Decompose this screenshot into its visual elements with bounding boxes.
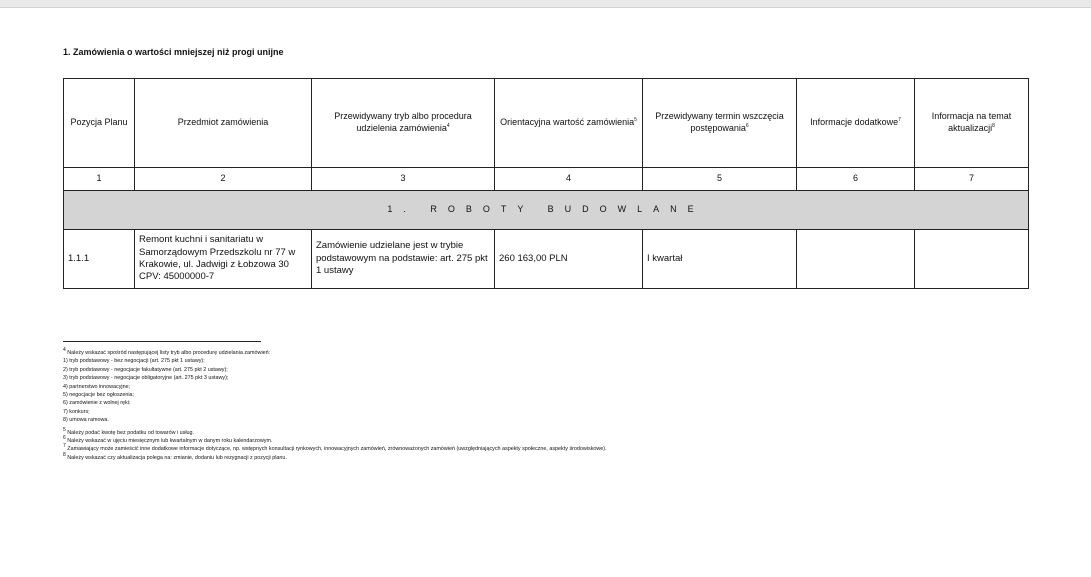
list-item: 1) tryb podstawowy - bez negocjacji (art. 275 pkt 1 ustawy); [63, 358, 205, 365]
header-cell: Przewidywany tryb albo procedura udzielenia zamówienia$^4$ [312, 79, 495, 168]
footnote-7: $^7$ Zamawiający może zamieścić inne dodatkowe informacje dotyczące, np. wstępnych konsultacji rynkowych, innowacyjnych zamówień, zrównoważonych zamówień (uwzględniających aspekty społeczne, aspekty środowiskowe). [63, 443, 607, 453]
header-cell: Informacja na temat aktualizacji$^8$ [915, 79, 1029, 168]
header-cell: Przedmiot zamówienia [135, 79, 312, 168]
table-row [64, 230, 1029, 289]
list-item: 4) partnerstwo innowacyjne; [63, 383, 131, 390]
footnote-separator [63, 341, 261, 342]
list-item: 7) konkurs; [63, 408, 90, 415]
column-number: 7 [915, 168, 1029, 191]
list-item: 8) umowa ramowa. [63, 417, 109, 424]
section-title: 1. Zamówienia o wartości mniejszej niż progi unijne [63, 47, 284, 57]
header-cell: Przewidywany termin wszczęcia postępowania$^6$ [643, 79, 797, 168]
column-number: 4 [495, 168, 643, 191]
term-cell: I kwartał [643, 230, 797, 289]
header-row [64, 79, 1029, 168]
column-number: 3 [312, 168, 495, 191]
list-item: 5) negocjacje bez ogłoszenia; [63, 392, 135, 399]
additional-info-cell [797, 230, 915, 289]
subject-cell: Remont kuchni i sanitariatu w Samorządowym Przedszkolu nr 77 w Krakowie, ul. Jadwigi z Łobzowa 30 CPV: 45000000-7 [135, 230, 312, 289]
footnote-8: $^8$ Należy wskazać czy aktualizacja polega na: zmianie, dodaniu lub rezygnacji z pozycji planu. [63, 452, 287, 461]
group-title: 1. ROBOTY BUDOWLANE [64, 191, 1029, 230]
header-cell: Orientacyjna wartość zamówienia$^5$ [495, 79, 643, 168]
group-row [64, 191, 1029, 230]
procedure-cell: Zamówienie udzielane jest w trybie podstawowym na podstawie: art. 275 pkt 1 ustawy [312, 230, 495, 289]
footnote-6: $^6$ Należy wskazać w ujęciu miesięcznym lub kwartalnym w danym roku kalendarzowym. [63, 435, 273, 445]
update-info-cell [915, 230, 1029, 289]
footnote-4: $^4$ Należy wskazać spośród następującej listy tryb albo procedurę udzielania zamówień: [63, 347, 271, 356]
list-item: 6) zamówienie z wolnej ręki; [63, 400, 131, 407]
list-item: 3) tryb podstawowy - negocjacje obligatoryjne (art. 275 pkt 3 ustawy); [63, 375, 229, 382]
position-cell: 1.1.1 [64, 230, 135, 289]
header-cell: Pozycja Planu [64, 79, 135, 168]
column-number: 2 [135, 168, 312, 191]
procedure-list [63, 357, 1023, 424]
footnotes [63, 349, 1023, 462]
column-number-row [64, 168, 1029, 191]
list-item: 2) tryb podstawowy - negocjacje fakultatywne (art. 275 pkt 2 ustawy); [63, 366, 228, 373]
viewer-top-bar [0, 0, 1091, 8]
procurement-plan-table [63, 78, 1029, 289]
footnote-5: $^5$ Należy podać kwotę bez podatku od towarów i usług. [63, 426, 195, 436]
column-number: 1 [64, 168, 135, 191]
header-cell: Informacje dodatkowe$^7$ [797, 79, 915, 168]
value-cell: 260 163,00 PLN [495, 230, 643, 289]
column-number: 5 [643, 168, 797, 191]
column-number: 6 [797, 168, 915, 191]
